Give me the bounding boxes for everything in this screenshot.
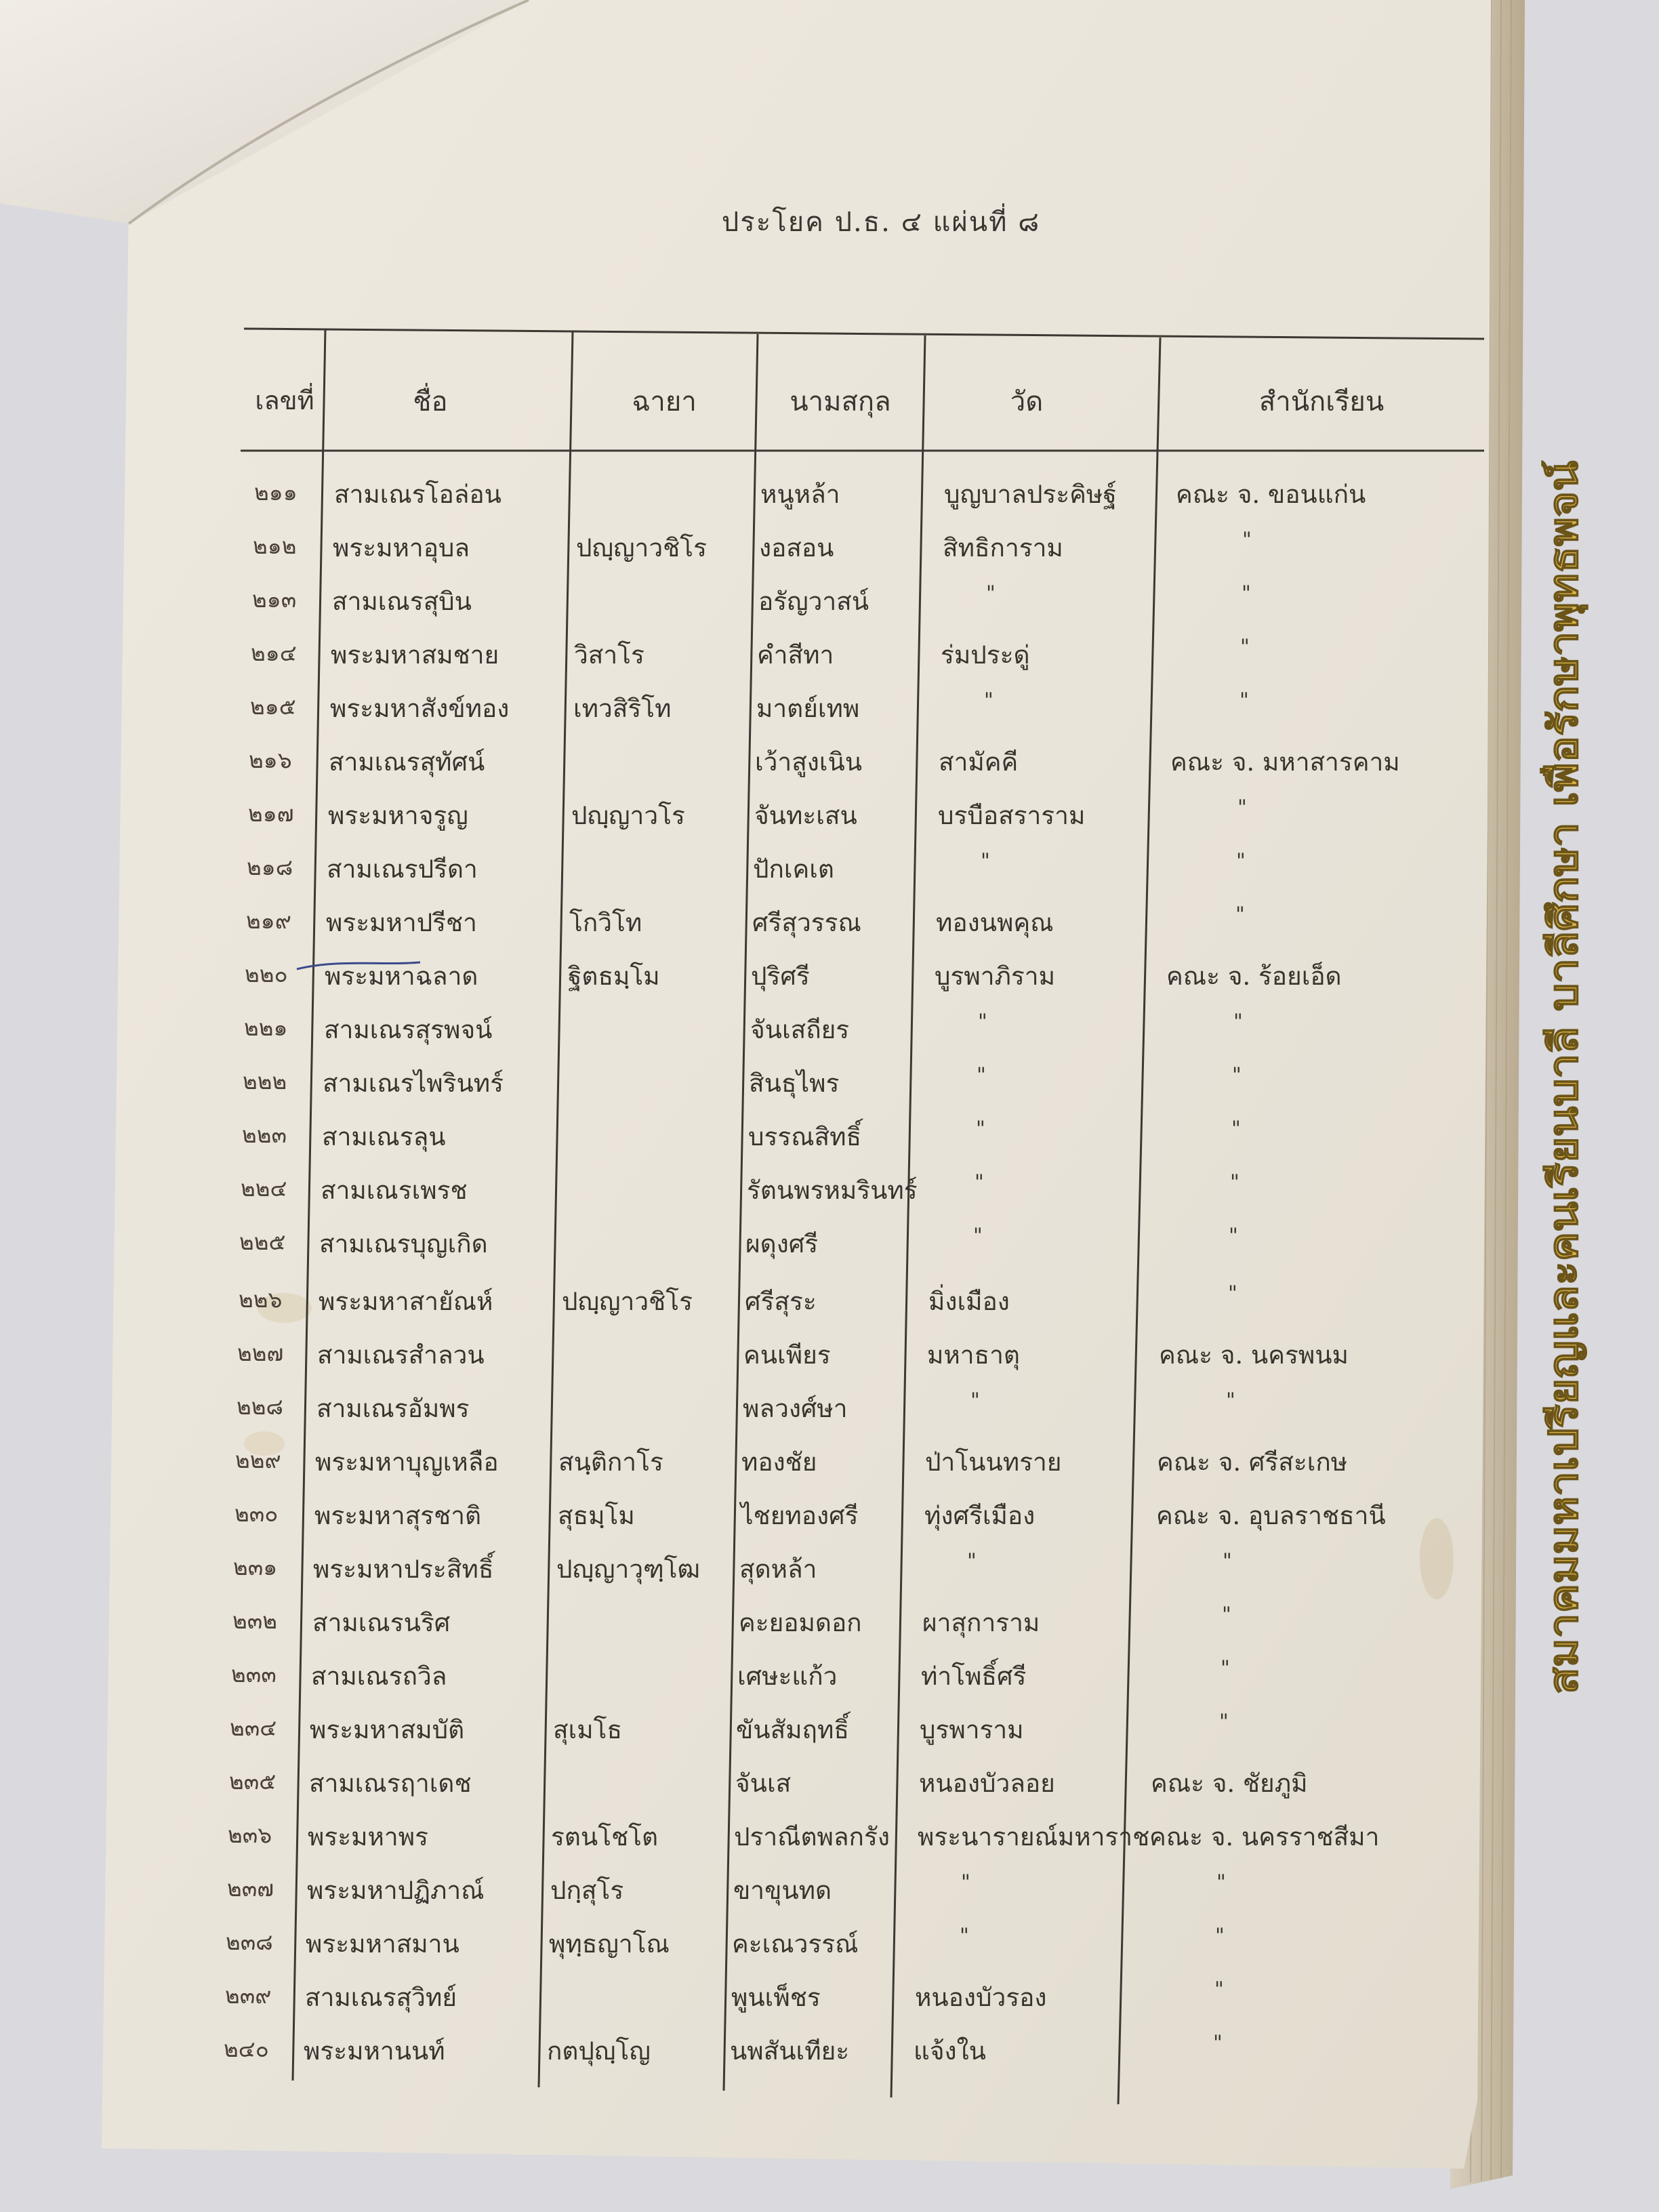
row-number: ๒๒๗ [237,1340,284,1366]
row-number: ๒๒๕ [239,1229,286,1255]
row-number: ๒๒๒ [243,1068,287,1094]
row-number: ๒๔๐ [224,2036,269,2062]
row-surname: ผดุงศรี [745,1229,819,1258]
row-wat: " [978,1010,987,1033]
row-wat: ทองนพคุณ [936,908,1054,937]
row-number: ๒๒๔ [241,1175,287,1202]
row-wat: " [961,1870,970,1894]
row-number: ๒๑๑ [254,479,298,506]
row-name: พระมหาสายัณห์ [319,1287,493,1316]
row-school: " [1233,1010,1243,1033]
row-name: พระมหาสังข์ทอง [330,694,510,723]
row-name: พระมหานนท์ [304,2036,445,2066]
row-wat: สิทธิการาม [943,533,1063,562]
row-school: " [1214,1978,1224,2001]
row-wat: มิ่งเมือง [928,1287,1010,1316]
row-chaya: กตปุญฺโญ [547,2036,651,2066]
row-school: " [1230,1170,1240,1194]
column-header-name: ชื่อ [413,386,448,417]
row-chaya: ปญฺญาวชิโร [562,1287,693,1316]
row-surname: ขันสัมฤทธิ์ [736,1715,849,1744]
row-name: สามเณรสุรพจน์ [324,1015,493,1044]
row-wat: " [986,581,996,605]
row-school: " [1219,1710,1229,1734]
row-name: สามเณรลุน [322,1122,446,1151]
column-header-number: เลขที่ [255,386,314,415]
row-name: พระมหาจรูญ [328,801,468,830]
row-name: พระมหาฉลาด [325,962,478,991]
row-school: " [1232,1063,1242,1087]
row-chaya: ปญฺญาวุฑฺโฒ [556,1555,701,1584]
row-number: ๒๓๔ [230,1715,277,1741]
row-name: สามเณรสุบิน [332,587,472,616]
row-number: ๒๓๘ [226,1929,273,1955]
row-name: พระมหาอุบล [333,533,470,562]
row-name: สามเณรโอล่อน [334,480,501,509]
row-surname: มาตย์เทพ [756,694,860,723]
row-name: พระมหาสุรชาติ [314,1501,482,1530]
row-name: สามเณรไพรินทร์ [323,1069,504,1098]
row-chaya: วิสาโร [574,640,644,670]
row-number: ๒๓๑ [233,1554,278,1580]
row-surname: สินธุไพร [749,1069,840,1098]
row-number: ๒๓๙ [225,1982,272,2009]
row-surname: คะเณวรรณ์ [732,1929,859,1959]
row-surname: พูนเพ็ชร [731,1983,821,2012]
row-name: สามเณรนริศ [312,1608,451,1637]
row-school: " [1242,528,1252,552]
row-surname: ศรีสุระ [745,1287,817,1316]
column-header-chaya: ฉายา [632,386,697,417]
row-surname: อรัญวาสน์ [758,587,869,616]
row-school: " [1240,635,1250,659]
row-number: ๒๒๘ [237,1393,283,1420]
row-school: " [1222,1603,1231,1626]
row-wat: บูญบาลประคิษฐ์ [944,480,1117,509]
row-school: คณะ จ. ชัยภูมิ [1151,1769,1308,1798]
row-number: ๒๑๒ [253,533,297,559]
row-number: ๒๑๖ [249,747,292,773]
row-chaya: สนฺติกาโร [558,1448,663,1477]
row-surname: เศษะแก้ว [737,1662,838,1691]
row-school: " [1240,689,1249,712]
row-surname: บรรณสิทธิ์ [748,1122,862,1151]
row-wat: " [977,1063,986,1087]
row-chaya: รตนโชโต [551,1822,659,1851]
row-number: ๒๑๓ [252,586,297,613]
column-header-school: สำนักเรียน [1258,386,1385,417]
row-surname: คะยอมดอก [739,1608,862,1637]
row-school: " [1215,1924,1225,1948]
row-school: " [1242,581,1251,605]
column-header-wat: วัด [1010,386,1044,417]
row-number: ๒๑๘ [247,854,293,880]
row-wat: แจ้งใน [914,2036,986,2066]
row-school: " [1221,1656,1230,1680]
row-number: ๒๓๖ [228,1822,272,1848]
row-name: สามเณรสุวิทย์ [305,1983,457,2012]
page-title: ประโยค ป.ธ. ๔ แผ่นที่ ๘ [721,207,1041,238]
row-name: สามเณรสุทัศน์ [329,747,485,777]
row-name: สามเณรฤาเดช [309,1769,472,1798]
row-wat: ร่มประดู่ [941,640,1030,670]
row-name: สามเณรบุญเกิด [319,1229,488,1258]
row-school: " [1235,903,1245,926]
row-surname: สุดหล้า [739,1555,817,1584]
row-name: สามเณรอัมพร [316,1394,470,1423]
row-name: พระมหาปรีชา [326,908,477,937]
row-name: พระมหาสมชาย [331,640,499,670]
row-wat: " [970,1389,980,1412]
row-wat: ท่าโพธิ์ศรี [921,1662,1027,1691]
row-number: ๒๒๑ [244,1015,288,1041]
row-wat: บรบือสราราม [938,801,1086,830]
row-wat: มหาธาตุ [927,1340,1020,1370]
row-wat: " [981,849,990,873]
row-number: ๒๓๕ [229,1768,276,1795]
row-school: " [1213,2031,1223,2055]
row-surname: เว้าสูงเนิน [755,747,863,777]
row-school: คณะ จ. นครราชสีมา [1149,1822,1380,1851]
row-surname: รัตนพรหมรินทร์ [747,1176,918,1205]
row-number: ๒๑๙ [246,907,291,934]
row-name: พระมหาสมาน [306,1929,459,1959]
row-surname: ขาขุนทด [733,1876,832,1905]
row-school: คณะ จ. อุบลราชธานี [1156,1501,1386,1530]
row-school: คณะ จ. นครพนม [1159,1340,1349,1370]
row-surname: จันทะเสน [754,801,857,830]
row-chaya: ปญฺญาวชิโร [576,533,707,562]
row-number: ๒๒๐ [245,961,288,987]
row-school: " [1236,849,1246,873]
row-number: ๒๓๗ [227,1875,274,1902]
row-name: พระมหาบุญเหลือ [315,1448,499,1477]
row-school: " [1226,1389,1235,1412]
row-chaya: ฐิตธมฺโม [568,962,660,991]
row-name: สามเณรสำลวน [317,1340,485,1370]
row-chaya: สุธมฺโม [558,1501,635,1530]
row-wat: หนองบัวรอง [915,1983,1047,2012]
row-school: คณะ จ. ขอนแก่น [1176,480,1366,509]
row-chaya: โกวิโท [569,908,642,937]
row-name: พระมหาประสิทธิ์ [313,1555,494,1584]
row-number: ๒๑๕ [250,693,296,720]
row-chaya: ปกฺสุโร [550,1876,624,1905]
row-school: " [1229,1224,1238,1248]
row-school: คณะ จ. มหาสารคาม [1170,747,1400,777]
row-surname: ไชยทองศรี [741,1501,859,1530]
row-surname: หนูหล้า [760,480,840,509]
row-number: ๒๑๔ [251,640,297,666]
row-number: ๒๓๓ [231,1661,276,1687]
row-wat: พระนารายณ์มหาราช [918,1822,1150,1851]
row-name: พระมหาปฏิภาณ์ [307,1876,485,1905]
row-wat: สามัคคี [939,747,1019,777]
row-wat: " [984,689,994,712]
row-school: " [1228,1282,1237,1305]
row-number: ๒๒๖ [239,1286,283,1313]
row-surname: คำสีทา [757,640,834,670]
row-name: สามเณรถวิล [311,1662,447,1691]
row-number: ๒๑๗ [248,800,294,827]
row-school: " [1237,796,1247,819]
row-surname: พลวงศ์ษา [743,1394,848,1423]
row-wat: " [976,1117,985,1141]
row-number: ๒๒๙ [235,1447,281,1473]
row-school: " [1223,1549,1232,1573]
row-chaya: พุทฺธญาโณ [549,1929,670,1959]
row-surname: ปุริศรี [751,962,810,991]
row-wat: " [960,1924,969,1948]
row-wat: บูรพาราม [920,1715,1024,1744]
row-school: " [1216,1870,1226,1894]
row-school: คณะ จ. ร้อยเอ็ด [1166,962,1342,991]
svg-text:สมาคมมหาเปรียญและคนเรียนบาลี บ: สมาคมมหาเปรียญและคนเรียนบาลี บาลีศึกษา เพื่อรักษาพุทธพจน์ [1540,598,1586,1694]
row-wat: หนองบัวลอย [919,1769,1055,1798]
row-wat: ทุ่งศรีเมือง [924,1501,1036,1530]
row-wat: " [975,1170,984,1194]
row-name: สามเณรเพรช [321,1176,468,1205]
row-school: คณะ จ. ศรีสะเกษ [1157,1448,1348,1477]
row-number: ๒๓๒ [232,1607,278,1634]
row-number: ๒๓๐ [234,1500,279,1527]
row-wat: " [973,1224,983,1248]
row-surname: จันเส [735,1769,792,1798]
row-school: " [1231,1117,1241,1141]
row-chaya: เทวสิริโท [573,694,672,723]
row-name: สามเณรปรีดา [327,855,478,884]
row-surname: จันเสถียร [750,1015,850,1044]
row-number: ๒๒๓ [242,1122,287,1148]
row-surname: งอสอน [759,533,834,562]
row-surname: ปราณีตพลกรัง [734,1822,890,1851]
row-surname: ศรีสุวรรณ [752,908,861,937]
row-wat: ป่าโนนทราย [925,1448,1062,1477]
row-wat: " [967,1549,977,1573]
watermark-text [1540,447,1594,1694]
row-surname: ปักเคเต [753,855,834,884]
row-surname: คนเพียร [743,1340,831,1370]
row-surname: ทองชัย [741,1448,817,1477]
row-wat: ผาสุการาม [922,1608,1040,1637]
row-chaya: สุเมโธ [553,1715,623,1744]
row-name: พระมหาพร [308,1822,428,1851]
row-name: พระมหาสมบัติ [310,1715,465,1744]
row-chaya: ปญฺญาวโร [571,801,685,830]
row-surname: นพสันเทียะ [730,2036,850,2066]
row-wat: บูรพาภิราม [935,962,1055,991]
column-header-surname: นามสกุล [790,386,891,417]
